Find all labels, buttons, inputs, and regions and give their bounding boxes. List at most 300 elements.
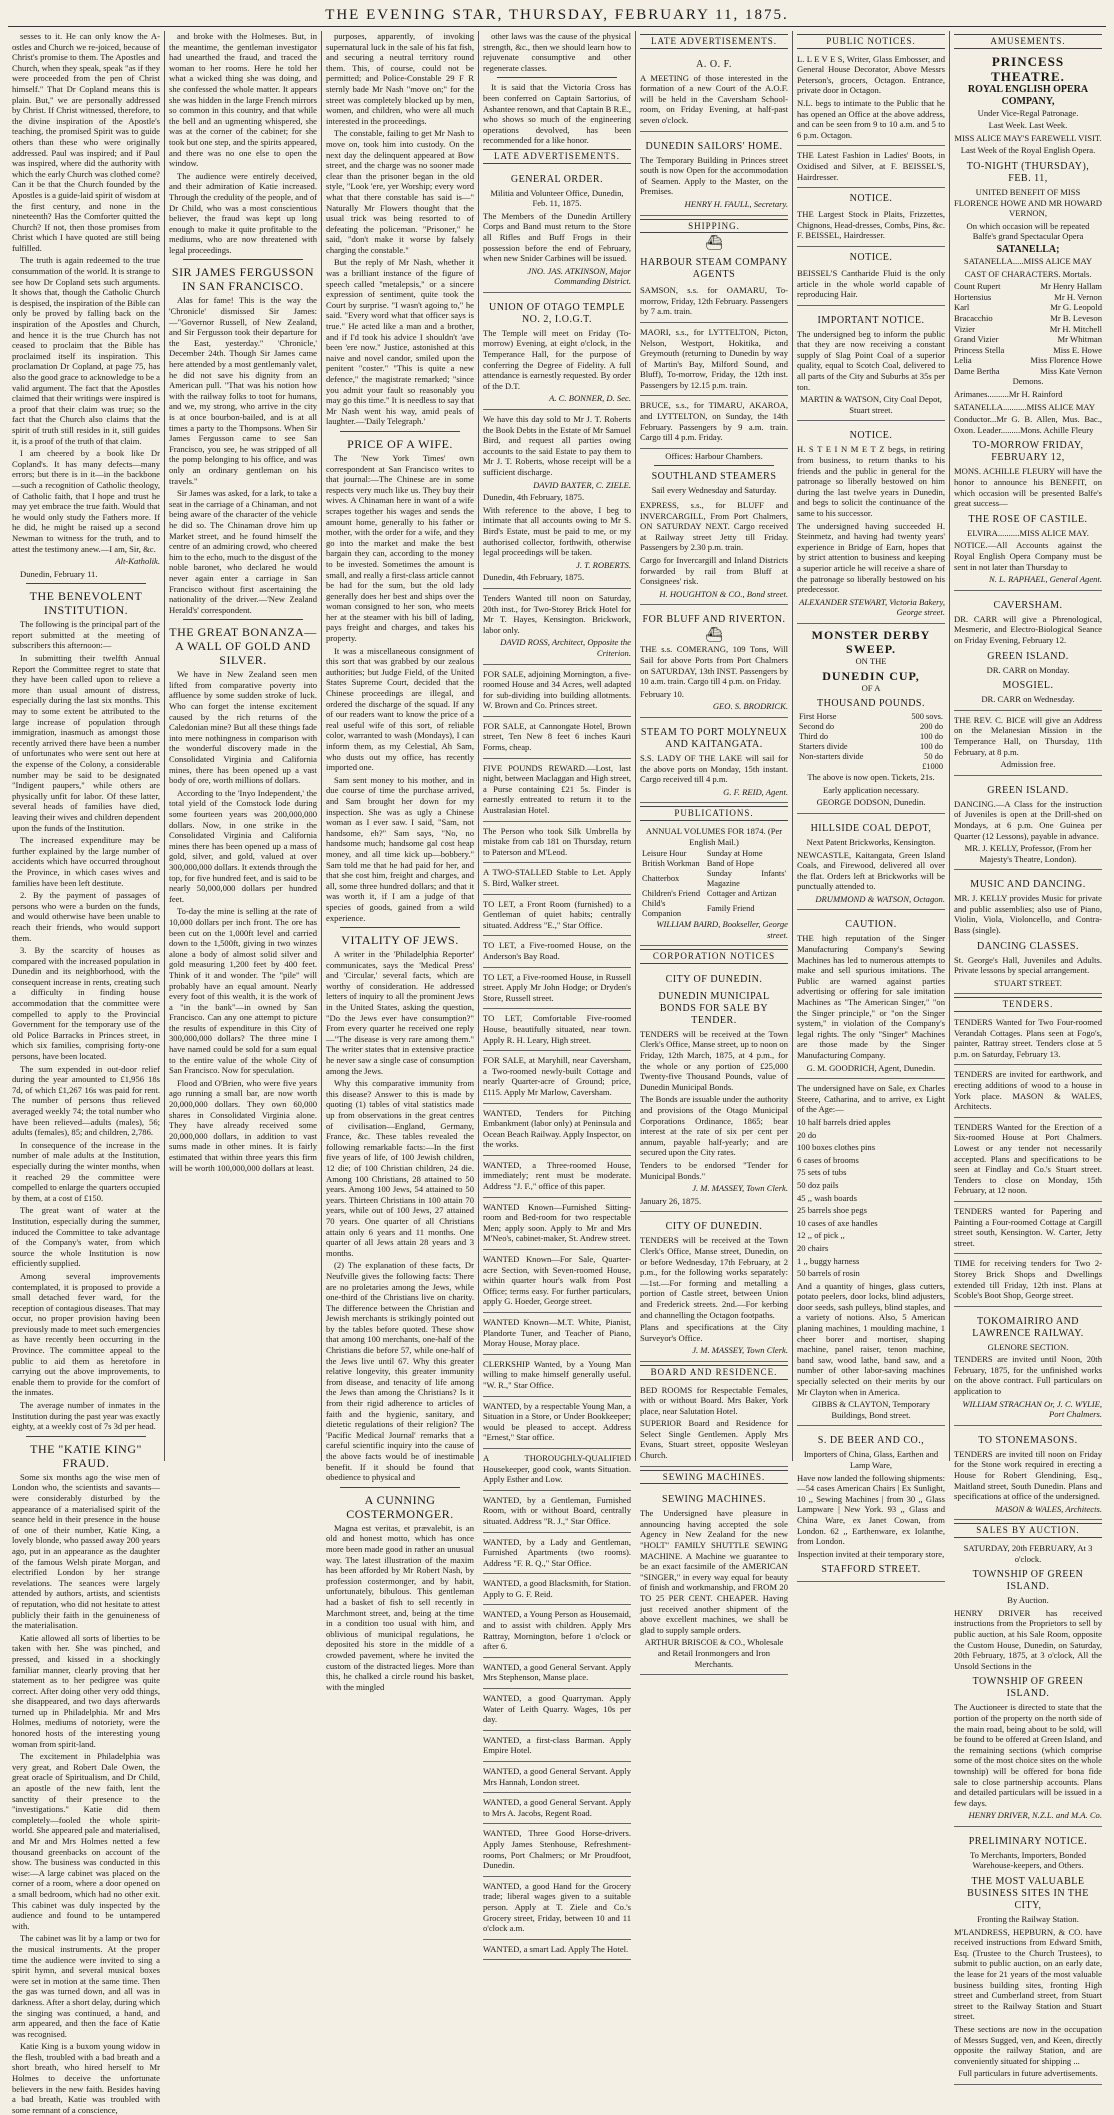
- small-ad: [483, 897, 631, 937]
- ad-body: S.S. LADY OF THE LAKE will sail for the above ports on Monday, 15th instant. Cargo received till 4 p.m.: [640, 752, 788, 785]
- small-ad: [483, 1795, 631, 1824]
- ad-body: These sections are now in the occupation of Messrs Sugged, ven, and Keen, directly opposite the railway Station, and are conveniently situated for shipping ...: [954, 2024, 1102, 2066]
- column-6: [793, 31, 950, 1576]
- ad-bluff: [640, 607, 788, 718]
- prize-label: First Horse: [799, 712, 837, 722]
- article-para: The 'New York Times' own correspondent at San Francisco writes to that journal:—The Chinese are in some respects very much like us. They buy their wives. A Chinaman here in want of a wife scrapes together his wages and sends the amount home, generally to his father or mother, with the order for a wife, and they go into the market and make the best bargain they can, according to the money to be invested. Sometimes the amount is small, and really a first-class article cannot be had for the sum, but the old lady generally does her best and ships over the woman consigned to her son, who meets her at the steamer with his bill of lading, pays freight and charges, and takes his property.: [326, 452, 474, 644]
- ad-body: NOTICE.—All Accounts against the Royal English Opera Company must be sent in not later than Thursday to: [954, 540, 1102, 572]
- ad-body: WANTED, a first-class Barman. Apply Empire Hotel.: [483, 1734, 631, 1756]
- sale-item: 50 barrels of rosin: [797, 1268, 860, 1279]
- small-ad: [483, 1576, 631, 1605]
- ad-title: GREEN ISLAND.: [987, 784, 1069, 796]
- ad-line: Demons.: [1012, 376, 1044, 387]
- section-tenders: TENDERS.: [954, 997, 1102, 1012]
- ad-signature: GIBBS & CLAYTON, Temporary Buildings, Bond street.: [811, 1399, 931, 1420]
- table-row: [797, 722, 945, 732]
- ad-line: Last Week. Last Week.: [988, 120, 1068, 131]
- volume-left: Chatterbox: [642, 874, 680, 884]
- ad-line: TO-MORROW FRIDAY, FEBRUARY 12,: [972, 440, 1084, 464]
- ad-body: BEISSEL'S Cantharide Fluid is the only article in the whole world capable of reproducing Hair.: [797, 267, 945, 300]
- ad-body: Cargo for Invercargill and Inland Districts forwarded by rail from Bluff at Consignees' risk.: [640, 555, 788, 587]
- article-title-coster: A CUNNING COSTERMONGER.: [346, 1492, 454, 1521]
- ad-body: FIVE POUNDS REWARD.—Lost, last night, between Maclaggan and High street, a Purse containing £21 5s. Finder is earnestly entreated to return it to the Australasian Hotel.: [483, 762, 631, 816]
- ad-body: A TWO-STALLED Stable to Let. Apply S. Bird, Walker street.: [483, 867, 631, 888]
- ad-title: CITY OF DUNEDIN.: [665, 973, 763, 985]
- small-ad: [483, 1535, 631, 1575]
- ad-railway: [954, 1309, 1102, 1426]
- small-ad: [483, 1691, 631, 1731]
- ad-subtitle: GLENORE SECTION.: [987, 1341, 1069, 1352]
- letter-para: sesses to it. He can only know the A-ostles and Church we re-joiced, because of Christ's promise to them. The Apostles and Church, when they speak, speak "as if they were proceeded from the pen of Christ himself." That Dr Copland means this is plain. But," we are personally addressed by Christ. If Christ witnessed, therefore, to the divine inspiration of the Apostle's teaching, the promised Spirit was to guide others than these who were originally addressed. Paul was inspired; and if Paul was inspired, where did the authority with which the early Church was clothed come? Can it be that the Church founded by the Apostles is a guide-laid spirit of wisdom at the first century, and none in the nineteenth? Has the Comforter quitted the Church? If not, then those promises from Christ which I have quoted are still being fulfilled.: [12, 31, 160, 253]
- ship-ad: [640, 283, 788, 323]
- ad-body: WANTED, a good General Servant. Apply Mrs Stephenson, Manse place.: [483, 1661, 631, 1683]
- ad-bice: [954, 713, 1102, 776]
- small-ad: [483, 1011, 631, 1051]
- cast-role: Dame Bertha: [954, 365, 1000, 376]
- ad-body: TENDERS are invited till noon on Friday for the Stone work required in erecting a House for Robert Glendining, Esq., Maitland street, South Dunedin. Plans and specifications at office of the undersigned.: [954, 1448, 1102, 1502]
- small-ad: [483, 1053, 631, 1103]
- opera-title: ROYAL ENGLISH OPERA COMPANY,: [967, 83, 1089, 107]
- ad-body: Tenders Wanted till noon on Saturday, 20th inst., for Two-Storey Brick Hotel for Mr T. Hayes, Kensington. Brickwork, labor only.: [483, 592, 631, 635]
- small-ad: [483, 667, 631, 717]
- sale-item: 100 boxes clothes pins: [797, 1142, 876, 1153]
- ad-title: MUSIC AND DANCING.: [970, 879, 1086, 891]
- ad-line: THOUSAND POUNDS.: [816, 698, 925, 710]
- tender-ad: [954, 1204, 1102, 1254]
- cast-actor: Mr Henry Hallam: [1040, 281, 1102, 292]
- article-para: In consequence of the increase in the number of male adults at the Institution, especially during the winter months, when it reached 29 the committee were compelled to enlarge the quarters occupied by them, at a cost of £150.: [12, 1139, 160, 1203]
- ad-sailors-home: [640, 134, 788, 216]
- ad-body: Inspection invited at their temporary store,: [797, 1548, 945, 1559]
- sale-item: 10 half barrels dried apples: [797, 1116, 891, 1127]
- article-benevolent: [12, 619, 160, 1432]
- divider: [26, 583, 146, 584]
- sale-item: 1 ,, buggy harness: [797, 1255, 860, 1266]
- article-para: According to the 'Inyo Independent,' the total yield of the Comstock lode during some fourteen years was 200,000,000 dollars. Now, in one strike in the Consolidated Virginia and California mines there has been opened up a mass of gold, silver, and gold, valued at over 300,000,000 dollars. It extends through the top, for five hundred feet, and is said to be nearly 50,000,000 dollars per hundred feet.: [169, 787, 317, 904]
- ad-body: MAORI, s.s., for LYTTELTON, Picton, Nelson, Westport, Hokitika, and Greymouth (returning to Dunedin by way of Martin's Bay, Milford Sound, and Bluff), To-morrow, Friday, the 12th inst. Passengers by 12.15 p.m. train.: [640, 326, 788, 390]
- divider: [183, 259, 303, 260]
- ad-body: The Undersigned have pleasure in announcing having accepted the sole Agency in New Zealand for the new "HOLT" FAMILY SHUTTLE SEWING MACHINE. A Machine we guarantee to be an exact facsimile of the AMERICAN "SINGER," in every way equal for beauty of finish and workmanship, and FROM 20 TO 25 PER CENT. CHEAPER. Having just received another shipment of the above excellent machines, we shall be glad to supply sample orders.: [640, 1508, 788, 1635]
- opera-name: SATANELLA;: [996, 243, 1060, 255]
- ad-title: SEWING MACHINES.: [661, 1494, 767, 1506]
- ad-body: TO LET, a Five-roomed House, on the Anderson's Bay Road.: [483, 940, 631, 961]
- article-para: Flood and O'Brien, who were five years ago running a small bar, are now worth 20,000,000 dollars. They own 60,000 shares in Consolidated Virginia alone. They have already received some 20,000,000 dollars, in addition to vast sums made in other mines. It is fairly estimated that within three years this firm will be worth 100,000,000 dollars at least.: [169, 1077, 317, 1173]
- cast-actor: Mr B. Leveson: [1050, 312, 1102, 323]
- ad-body: WANTED, a good Blacksmith, for Station. Apply to G. F. Reid.: [483, 1578, 631, 1599]
- ad-title: HILLSIDE COAL DEPOT,: [810, 822, 932, 834]
- cast-row: [954, 366, 1102, 377]
- article-para: 3. By the scarcity of houses as compared with the increased population in Dunedin and its neighborhood, with the consequent increase in rents, creating such a difficulty in finding house accommodation that the committee were compelled to apply to the Provincial Government for the temporary use of the old Police Barracks in Princes street, in which six families, comprising forty-one persons, have been located.: [12, 945, 160, 1062]
- ad-title: GENERAL ORDER.: [510, 173, 604, 185]
- prize-label: Starters divide: [799, 742, 848, 752]
- ad-signature: MARTIN & WATSON, City Coal Depot, Stuart street.: [800, 394, 942, 415]
- ad-signature: ARTHUR BRISCOE & CO., Wholesale and Retail Ironmongers and Iron Merchants.: [644, 1637, 784, 1669]
- small-ad: [483, 1200, 631, 1250]
- small-ad: [483, 761, 631, 822]
- ad-body: TO LET, a Five-roomed House, in Russell street. Apply Mr John Hodge; or Dryden's Store, Russell street.: [483, 971, 631, 1003]
- article-para: Katie allowed all sorts of liberties to be taken with her. She was pinched, and pressed, and kissed in a shockingly familiar manner, clearly proving that her statement as to her pedigree was quite correct. After doing other very odd things, she disappeared, and two days afterwards turned up in Philadelphia. Mr and Mrs Holmes, mediums of notoriety, were the honored hosts of the interesting young woman from spirit-land.: [12, 1632, 160, 1749]
- ad-title: DUNEDIN SAILORS' HOME.: [645, 140, 783, 152]
- section-sewing: SEWING MACHINES.: [640, 1470, 788, 1485]
- ad-title: IMPORTANT NOTICE.: [817, 314, 925, 326]
- ad-place: Militia and Volunteer Office, Dunedin, Feb. 11, 1875.: [490, 187, 624, 209]
- ad-princess-theatre: [954, 52, 1102, 591]
- tender-ad: [954, 1015, 1102, 1065]
- ad-body: SAMSON, s.s. for OAMARU, To-morrow, Friday, 12th February. Passengers by 7 a.m. train.: [640, 285, 788, 317]
- ad-signature: H. HOUGHTON & CO., Bond street.: [659, 588, 788, 599]
- ad-body: A THOROUGHLY-QUALIFIED Housekeeper, good cook, wants Situation. Apply Esther and Low.: [483, 1452, 631, 1485]
- ad-body: M'LANDRESS, HEPBURN, & CO. have received instructions from Edward Smith, Esq. (Trustee to the Church Trustees), to submit to public auction, on an early date, the lease for 21 years of the most valuable business building sites, fronting High street and Cumberland street, from Stuart street to the Railway Station and Stuart street.: [954, 1926, 1102, 2022]
- small-ad: [483, 970, 631, 1010]
- ad-body: WANTED, a good General Servant. Apply Mrs Hannah, London street.: [483, 1766, 631, 1787]
- divider: [183, 619, 303, 620]
- ad-body: NEWCASTLE, Kaitangata, Green Island Coals, and Firewood, delivered all over the flat. Orders left at Brickworks will be punctually attended to.: [797, 849, 945, 892]
- ad-body: FOR SALE, at Maryhill, near Caversham, a Two-roomed newly-built Cottage and nearly Quarter-acre of Ground; price, £115. Apply Mr Marlow, Caversham.: [483, 1055, 631, 1097]
- ad-body: The undersigned have on Sale, ex Charles Steere, Catharina, and to arrive, ex Light of the Age:—: [797, 1083, 945, 1115]
- ad-beissel: [797, 266, 945, 306]
- ad-line: THE ROSE OF CASTILE.: [968, 513, 1088, 525]
- ad-line: SATURDAY, 20th FEBRUARY, At 3 o'clock.: [963, 1543, 1093, 1564]
- ad-body: BED ROOMS for Respectable Females, with or without Board. Mrs Baker, York place, near Salutation Hotel.: [640, 1384, 788, 1416]
- ad-city-tenders: [640, 1214, 788, 1362]
- ad-annual-volumes: [640, 824, 788, 946]
- prize-label: Second do: [799, 722, 835, 732]
- small-ad: [483, 1315, 631, 1355]
- ad-express: [640, 498, 788, 605]
- cast-row: [954, 324, 1102, 335]
- ad-general-order: [483, 167, 631, 293]
- sale-item: 6 cases of brooms: [797, 1154, 859, 1165]
- ad-title: CAUTION.: [845, 919, 897, 931]
- ad-line: DUNEDIN CUP,: [822, 668, 920, 683]
- ad-signature: MASON & WALES, Architects.: [995, 1503, 1102, 1514]
- ad-title: HARBOUR STEAM COMPANY AGENTS: [640, 257, 788, 281]
- ad-line: Arimanes..........Mr H. Rainford: [954, 389, 1063, 400]
- ship-icon: ⛴: [705, 236, 723, 252]
- ad-body: CLERKSHIP Wanted, by a Young Man willing to make himself generally useful. "W. R.," Star Office.: [483, 1358, 631, 1390]
- small-ad: [483, 1660, 631, 1689]
- prize-value: 50 do: [924, 752, 943, 762]
- small-ad: [483, 719, 631, 759]
- ad-body: Early application necessary.: [822, 784, 920, 795]
- ad-body: THE Latest Fashion in Ladies' Boots, in Oxidised and Silver, at F. BEISSEL'S, Hairdresser.: [797, 150, 945, 182]
- section-publications: PUBLICATIONS.: [640, 806, 788, 821]
- ad-body: St. George's Hall, Juveniles and Adults. Private lessons by special arrangement.: [954, 954, 1102, 976]
- article-para: Some six months ago the wise men of London who, the scientists and savants—were considerably disturbed by the appearance of a materialised spirit of the seance held in their presence in the house of one of their number, Katie King, a lovely blonde, who passed away 200 years ago, put in an appearance as the daughter of the famous Welsh pirate Morgan, and electrified London by her strange revelations. The seances were largely attended by authors, artists, and scientists of reputation, who did not hesitate to attest publicly their faith in the genuineness of the materialisation.: [12, 1471, 160, 1631]
- ad-title: PRELIMINARY NOTICE.: [968, 1835, 1088, 1847]
- ad-date: Dunedin, 4th February, 1875.: [483, 572, 585, 583]
- ad-body: WANTED, a smart Lad. Apply The Hotel.: [483, 1943, 629, 1954]
- table-row: [797, 752, 945, 762]
- ad-preliminary: [954, 1829, 1102, 2085]
- ad-union: [483, 295, 631, 410]
- article-title-fergusson: SIR JAMES FERGUSSON IN SAN FRANCISCO.: [171, 265, 315, 294]
- ad-body: WANTED Known—For Sale, Quarter-acre Section, with Seven-roomed House, within quarter hour's walk from Post Office; terms easy. For further particulars, apply G. Hoeder, George street.: [483, 1254, 631, 1307]
- table-row: [797, 732, 945, 742]
- prize-table: [797, 712, 945, 772]
- cast-row: [954, 292, 1102, 303]
- ad-subtitle: Sail every Wednesday and Saturday.: [651, 485, 777, 496]
- news-note: It is said that the Victoria Cross has been conferred on Captain Sartorius, of Ashantee renown, and that Captain B R.E., who shows so much of the engineering operations devolved, has been recommended for a like honor.: [483, 82, 631, 146]
- ad-line: UNITED BENEFIT OF MISS FLORENCE HOWE AND MR HOWARD VERNON,: [954, 186, 1103, 219]
- table-row: [640, 889, 788, 899]
- ad-signature: Full particulars in future advertisements.: [958, 2068, 1098, 2079]
- prize-total: £1000: [922, 762, 943, 772]
- ad-body: TENDERS Wanted for the Erection of a Six-roomed House at Port Chalmers. Lowest or any tender not necessarily accepted. Plans and specifications to be seen at Findlay and Co.'s Stuart street. Tenders to close on Monday, 15th February, at 12 noon.: [954, 1121, 1102, 1196]
- sale-item: 10 cases of axe handles: [797, 1217, 878, 1228]
- ad-body: TIME for receiving tenders for Two 2-Storey Brick Shops and Dwellings extended till Friday, 12th inst. Plans at Scoble's Boot Shop, George street.: [954, 1258, 1102, 1301]
- article-para: Katie King is a buxom young widow in the flesh, troubled with a bad breath and a short breath, who hired herself to Mr Holmes to deceive the unfortunate believers in the new faith. Besides having a bad breath, Katie was troubled with some remnant of a conscience,: [12, 2041, 160, 2115]
- ad-title: THE MOST VALUABLE BUSINESS SITES IN THE CITY,: [967, 1876, 1089, 1912]
- letter-place: Dunedin, February 11.: [20, 568, 98, 579]
- ad-body: A MEETING of those interested in the formation of a new Court of the A.O.F. will be held in the Caversham School-room, on Friday Evening, at half-past seven o'clock.: [640, 72, 788, 125]
- prize-value: 200 do: [919, 722, 943, 732]
- ad-line: Under Vice-Regal Patronage.: [977, 107, 1079, 118]
- ad-body: SUPERIOR Board and Residence for Select Single Gentlemen. Apply Mrs Evans, Stuart street, opposite Wesleyan Church.: [640, 1418, 788, 1461]
- article-para: Sam sent money to his mother, and in due course of time the purchase arrived, and Sam brought her down for my inspection. She was as ugly a Chinese woman as I ever saw. I said, "Sam, not handsome, eh?" Sam says, "No, no handsome much; handsome gal cost heap money, and all time kick up—bobbery." Sam told me that he had paid for her, and that she cost him, freight and charges, and all, some three hundred dollars; and that it was worth it, if I am a judge of that species of goods, gained from a wild experience.: [326, 774, 474, 923]
- ship-ad: [640, 398, 788, 448]
- ad-signature: ALEXANDER STEWART, Victoria Bakery, George street.: [799, 596, 945, 618]
- article-title-bonanza: THE GREAT BONANZA—A WALL OF GOLD AND SILVER.: [169, 625, 317, 668]
- cast-row: [954, 355, 1102, 366]
- ad-title: NOTICE.: [849, 251, 893, 263]
- ad-body: WANTED, by a respectable Young Man, a Situation in a Store, or Under Bookkeeper; would be pleased to accept. Address "Ernest," Star office.: [483, 1400, 631, 1443]
- article-para: It was a miscellaneous consignment of this sort that was grabbed by our zealous authorities; but Judge Field, of the United States Supreme Court, decided that the Chinese proceedings are illegal, and ordered the discharge of the squad. If any of our readers want to know the price of a real useful wife of this sort, of reliable color, warranted to wash (Mondays), I can inform them, as my Celestial, Ah Sam, who dusts out my office, has recently imported one.: [326, 645, 474, 773]
- small-ad: [483, 1158, 631, 1198]
- ad-signature: N. L. RAPHAEL, General Agent.: [989, 574, 1102, 585]
- volume-left: Children's Friend: [642, 889, 701, 899]
- ad-tenders-ross: [483, 591, 631, 665]
- ad-body: TENDERS Wanted for Two Four-roomed Verandah Cottages. Plans seen at Fogo's, painter, Rattray street. Tenders close at 5 p.m. on Saturday, February 13.: [954, 1017, 1102, 1059]
- ad-line: TO-NIGHT (THURSDAY), FEB. 11,: [966, 160, 1090, 184]
- ad-line: By Auction.: [1007, 1595, 1049, 1606]
- section-shipping: SHIPPING.: [640, 219, 788, 234]
- ad-title: NOTICE.: [849, 430, 893, 442]
- ad-body: TENDERS are invited until Noon, 20th February, 1875, for the unfinished works on the above contract. Full particulars on application to: [954, 1354, 1102, 1397]
- ad-title: FOR BLUFF AND RIVERTON.: [642, 614, 786, 626]
- ship-icon: ⛴: [705, 628, 723, 644]
- article-para: Among several improvements contemplated, it is proposed to provide a small detached fever ward, for the reception of contagious diseases. That may occur, no proper provision having been previously made to meet such emergencies as have recently been occurring in the Province. The committee appeal to the public to aid them as heretofore in carrying out the above improvements, to enable them to provide for the comfort of the inmates.: [12, 1270, 160, 1398]
- column-2: [165, 31, 322, 1461]
- letter-para: I am cheered by a book like Dr Copland's. It has many defects—many errors; but there is in it—in the backbone—such a recognition of Catholic theology, of Catholic faith, that I hope and trust he may yet embrace the true faith. Would that he would only study the Fathers more. If he did, he might be raised up a second Newman to witness for the truth, and to attest the testimony anew.—I am, Sir, &c.: [12, 448, 160, 554]
- ad-title: TOWNSHIP OF GREEN ISLAND.: [972, 1676, 1084, 1700]
- sale-item: 50 doz pails: [797, 1179, 839, 1190]
- cast-role: Grand Vizier: [954, 334, 999, 345]
- cast-row: [954, 302, 1102, 313]
- small-ad: [483, 1879, 631, 1940]
- ad-title: CITY OF DUNEDIN.: [665, 1221, 763, 1233]
- ad-body: ANNUAL VOLUMES FOR 1874. (Per English Mail.): [645, 825, 783, 847]
- article-para: The excitement in Philadelphia was very great, and Robert Dale Owen, the great oracle of Spiritualism, and Dr Child, an apostle of the new faith, lent the sanctity of their presence to the "investigations." Katie did them completely—fooled the whole spirit-world. She appeared pale and materialised, and Mr and Mrs Holmes netted a few thousand greenbacks on account of the show. The business was conducted in this wise:—A large cabinet was placed on the corner of a room, where a door opened on a small bedroom, which had no other exit. This cabinet was duly inspected by the audience and found to be untampered with.: [12, 1751, 160, 1931]
- article-para: In submitting their twelfth Annual Report the Committee regret to state that they have been called upon to relieve a more than usual amount of distress, especially during the last six months. This may to some extent be attributed to the large increase of population through immigration, inasmuch as amongst those recently arrived there have been a number of unfortunates who were sent out here at the expense of the Colony, a considerable number may be said to be designated "Indigent paupers," while others are physically unfit for labor. Of these latter, several heads of families have died, leaving their wives and children dependent upon the funds of the Institution.: [12, 653, 160, 833]
- cast-role: Bracacchio: [954, 312, 993, 323]
- table-row: [797, 742, 945, 752]
- table-row: [640, 849, 788, 859]
- ad-body: TENDERS are invited for earthwork, and erecting additions of wood to a house in York place. MASON & WALES, Architects.: [954, 1069, 1102, 1112]
- article-para: The increased expenditure may be further explained by the large number of accidents which have occurred throughout the Province, in which cases wives and families have been left destitute.: [12, 835, 160, 888]
- volume-right: Band of Hope: [706, 859, 754, 869]
- small-ad: [483, 824, 631, 864]
- ad-body: FOR SALE, adjoining Mornington, a five-roomed House and 34 Acres, well adapted for sub-dividing into building allotments. W. Brown and Co. Princes street.: [483, 668, 631, 711]
- section-late-ads: LATE ADVERTISEMENTS.: [640, 34, 788, 49]
- column-3: [322, 31, 479, 1692]
- prize-value: 500 sovs.: [911, 712, 943, 722]
- ad-dr-carr: [954, 593, 1102, 711]
- article-para: The cabinet was lit by a lamp or two for the musical instruments. At the proper time the audience were invited to sing a spirit hymn, and several musical boxes were set in motion at the same time. Then the gas was turned down, and all was in darkness. After a short delay, during which the singing was continued, a hand, and arm appeared, and then the face of Katie was recognised.: [12, 1933, 160, 2039]
- small-ad: [483, 1733, 631, 1762]
- ad-line: MISS ALICE MAY'S FAREWELL VISIT.: [954, 132, 1102, 143]
- ad-title: TOKOMAIRIRO AND LAWRENCE RAILWAY.: [972, 1315, 1084, 1339]
- ad-signature: J. M. MASSEY, Town Clerk.: [692, 1183, 788, 1194]
- article-para: The sum expended in out-door relief during the year amounted to £1,956 18s 7d, of which £1,267 16s was paid for rent. The number of persons thus relieved averaged weekly 74; the total number who have been relieved—adults (males), 56; adults (females), 85; and children, 2,786.: [12, 1063, 160, 1138]
- ad-signature: MR. J. KELLY, Professor, (From her Majesty's Theatre, London).: [964, 843, 1092, 864]
- ad-body: MONS. ACHILLE FLEURY will have the honor to announce his BENEFIT, on which occasion will be presented Balfe's great success—: [954, 466, 1102, 509]
- ship-ad: [640, 325, 788, 397]
- ad-signature: STUART STREET.: [994, 977, 1062, 988]
- ad-office: Offices: Harbour Chambers.: [665, 450, 763, 461]
- ad-body: The Bonds are issuable under the authority and provisions of the Otago Municipal Corporations Ordinance, 1865; bear interest at the rate of six per cent per annum, payable half-yearly; and are secured upon the City rates.: [640, 1094, 788, 1158]
- ad-body: DR. CARR on Wednesday.: [981, 694, 1075, 705]
- prize-label: Non-starters divide: [799, 752, 864, 762]
- section-auction: SALES BY AUCTION.: [954, 1523, 1102, 1538]
- ad-title: TO STONEMASONS.: [978, 1434, 1078, 1446]
- ad-title: GREEN ISLAND.: [987, 650, 1069, 662]
- small-ad: [483, 1357, 631, 1397]
- article-para: The following is the principal part of the report submitted at the meeting of subscribers this afternoon:—: [12, 619, 160, 651]
- ad-signature: J. M. MASSEY, Town Clerk.: [692, 1345, 788, 1356]
- ad-body: TO LET, a Front Room (furnished) to a Gentleman of quiet habits; centrally situated. Address "E.," Star Office.: [483, 898, 631, 930]
- ad-line: Conductor...Mr G. B. Allen, Mus. Bac., Oxon. Leader.........Mons. Achille Fleury: [954, 414, 1102, 435]
- theatre-title: PRINCESS THEATRE.: [991, 53, 1065, 84]
- ad-beissel: [797, 207, 945, 247]
- section-amusements: AMUSEMENTS.: [954, 34, 1102, 49]
- ad-body: WANTED Known—M.T. White, Pianist, Plandorte Tuner, and Teacher of Piano, Moray House, Moray place.: [483, 1317, 631, 1349]
- volume-right: Family Friend: [706, 904, 755, 914]
- divider: [26, 1436, 146, 1437]
- volume-left: Leisure Hour: [642, 849, 687, 859]
- ad-line: On which occasion will be repeated Balfe's grand Spectacular Opera: [966, 220, 1090, 242]
- ad-steinmetz: [797, 423, 945, 624]
- ad-signature: A. C. BONNER, D. Sec.: [549, 393, 631, 404]
- ad-body: The Temporary Building in Princes street south is now Open for the accommodation of Seamen. Apply to the Master, on the Premises.: [640, 154, 788, 197]
- volume-right: Cottager and Artizan: [706, 889, 777, 899]
- section-public-notices: PUBLIC NOTICES.: [797, 34, 945, 49]
- ad-body: TENDERS wanted for Papering and Painting a Four-roomed Cottage at Cargill street south, Kensington. W. Carter, Jetty street.: [954, 1205, 1102, 1248]
- table-row: [640, 859, 788, 869]
- ad-line: OF A: [861, 682, 881, 693]
- ad-body: WANTED, Tenders for Pitching Embankment (labor only) at Peninsula and Ocean Beach Railway. Apply Inspector, on the works.: [483, 1107, 631, 1150]
- ad-line: SATANELLA.....MISS ALICE MAY: [963, 255, 1093, 266]
- article-para: The great want of water at the Institution, especially during the summer, induced the Committee to take advantage of the Company's water, from which source the whole Institution is now efficiently supplied.: [12, 1205, 160, 1269]
- small-ad: [483, 1451, 631, 1491]
- ad-body: N.L. begs to intimate to the Public that he has opened an Office at the above address, and can be seen from 9 to 10 a.m. and 5 to 6 p.m. Octagon.: [797, 97, 945, 140]
- column-4: [479, 31, 636, 1954]
- cast-role: Count Rupert: [954, 281, 1001, 292]
- article-para: We have in New Zealand seen men lifted from comparative poverty into affluence by some sudden stroke of luck. Who can forget the intense excitement caused by the rich returns of the Caledonian mine? But all these things fade into mere nothingness in comparison with the wonderful discovery made in the Consolidated Virginia and California mines, there has been opened up a vast body of ore, worth millions of dollars.: [169, 669, 317, 786]
- ad-hillside: [797, 816, 945, 911]
- ad-body: We have this day sold to Mr J. T. Roberts the Book Debts in the Estate of Mr Samuel Bird, and request all parties owing accounts to the said Estate to pay them to Mr J. T. Roberts, whose receipt will be a sufficient discharge.: [483, 414, 631, 477]
- ad-signature: WILLIAM STRACHAN Or, J. C. WYLIE, Port Chalmers.: [962, 1398, 1102, 1420]
- ad-body: H. S T E I N M E T Z begs, in retiring from business, to return thanks to his friends and the public in general for the patronage so liberally bestowed on him during the last twelve years in Dunedin, and begs to solicit the continuance of the same to his successor.: [797, 444, 945, 518]
- ad-signature: HENRY H. FAULL, Secretary.: [684, 198, 788, 209]
- ad-signature: J. T. ROBERTS.: [576, 559, 631, 570]
- ad-body: DANCING.—A Class for the instruction of Juveniles is open at the Drill-shed on Mondays, at 6 p.m. One Guinea per Quarter (12 Lessons), payable in advance.: [954, 798, 1102, 841]
- column-5: [636, 31, 793, 1669]
- cast-actor: Mr H. Mitchell: [1049, 323, 1102, 334]
- article-para: 2. By the payment of passages of persons who were a burden on the funds, and would otherwise have been unable to reach their friends, who would support them.: [12, 890, 160, 943]
- tender-ad: [954, 1067, 1102, 1117]
- ad-body: WANTED, a good Quarryman. Apply Water of Leith Quarry. Wages, 10s per day.: [483, 1693, 631, 1725]
- ad-body: THE high reputation of the Singer Manufacturing Company's Sewing Machines has led to numerous attempts to make and sell spurious imitations. The Public are warned against parties advertising or offering for sale imitation Machines as "The American Singer," "on the Singer principle," or "on the Singer system," in violation of the Company's legal rights. The only "Singer" Machines are those made by the Singer Manufacturing Company.: [797, 933, 945, 1060]
- ad-body: WANTED, Three Good Horse-drivers. Apply James Stenhouse, Refreshment-rooms, Port Chalmers; or Mr Proudfoot, Dunedin.: [483, 1828, 631, 1871]
- ad-signature: G. M. GOODRICH, Agent, Dunedin.: [806, 1062, 936, 1073]
- article-para: The audience were entirely deceived, and their admiration of Katie increased. Through the credulity of the people, and of Dr Child, who was a most conscientious believer, the fraud was kept up long enough to make it quite profitable to the mediums, who are now threatened with legal proceedings.: [169, 170, 317, 255]
- cast-role: Hortensius: [954, 291, 992, 302]
- article-title-wife: PRICE OF A WIFE.: [347, 436, 453, 451]
- ad-roberts: [483, 412, 631, 589]
- cast-role: Vizier: [954, 323, 975, 334]
- small-ad: [483, 1764, 631, 1793]
- ad-date: February 10.: [640, 688, 684, 699]
- ad-body: Plans and specifications at the City Surveyor's Office.: [640, 1322, 788, 1343]
- ad-de-beer: [797, 1428, 945, 1582]
- ad-sewing: [640, 1487, 788, 1675]
- ad-body: WANTED, a good General Servant. Apply to Mrs A. Jacobs, Regent Road.: [483, 1797, 631, 1818]
- ad-title: NOTICE.: [849, 193, 893, 205]
- cast-actor: Miss Florence Howe: [1030, 355, 1102, 366]
- ad-title: MONSTER DERBY SWEEP.: [811, 627, 931, 656]
- ad-subtitle: Next Patent Brickworks, Kensington.: [806, 836, 936, 847]
- ad-signature: HENRY DRIVER, N.Z.L. and M.A. Co.: [968, 1810, 1102, 1821]
- ad-subtitle: To Merchants, Importers, Bonded Warehouse-keepers, and Others.: [969, 1849, 1087, 1871]
- ad-body: Tenders to be endorsed "Tender for Municipal Bonds.": [640, 1160, 788, 1181]
- ad-line: SATANELLA...........MISS ALICE MAY: [954, 401, 1096, 412]
- ad-signature: DAVID ROSS, Architect, Opposite the Criterion.: [500, 637, 631, 658]
- ad-body: The above is now open. Tickets, 21s.: [807, 772, 935, 783]
- ad-title: MOSGIEL.: [1002, 680, 1054, 692]
- columns: [8, 31, 1106, 2115]
- ad-body: THE REV. C. BICE will give an Address on the Melanesian Mission in the Temperance Hall, on Thursday, 11th February, at 8 p.m.: [954, 714, 1102, 757]
- cast-actor: Mr H. Vernon: [1054, 291, 1102, 302]
- ad-signature: GEO. S. BRODRICK.: [712, 701, 788, 712]
- ad-kaitangata: [640, 720, 788, 803]
- small-ad: [483, 1607, 631, 1657]
- article-para: The average number of inmates in the Institution during the past year was exactly eighty, at a weekly cost of 7s 3d per head.: [12, 1400, 160, 1432]
- ad-body: The undersigned having succeeded H. Steinmetz, and having had twenty years' experience in Bridge of Earn, hopes that by strict attention to business and keeping a superior article he will receive a share of the patronage so liberally bestowed on his predecessor.: [797, 520, 945, 595]
- cast-row: [954, 281, 1102, 292]
- article-para: Sir James was asked, for a lark, to take a seat in the carriage of a Chinaman, and not being aware of the character of the vehicle he did so. The Chinaman drove him up Market street, and he found himself the centre of an admiring crowd, who cheered him to the echo, much to the disgust of the noble baronet, who declared he would never again enter a carriage in San Francisco without first ascertaining the nationality of the driver.—'New Zealand Herald's' correspondent.: [169, 488, 317, 615]
- section-board: BOARD AND RESIDENCE.: [640, 1365, 788, 1380]
- divider: [340, 1487, 460, 1488]
- ad-title: UNION OF OTAGO TEMPLE NO. 2, I.O.G.T.: [489, 301, 625, 325]
- ad-green-island-auction: [954, 1541, 1102, 1827]
- article-para: But the reply of Mr Nash, whether it was a brilliant instance of the figure of speech called "metalepsis," or a sincere expression of sentiment, quite took the Court by surprise. "I wasn't agoing to," he said. "Every word what that officer says is true." He acted like a man and a brother, and if I'd took his advice I shouldn't 'ave been 'ere now." Justice, astonished at this naive and novel candor, smiled upon the penitent "coster." "This is quite a new defence," the magistrate remarked; "since you admit your fault so reasonably you may go this time." It is needless to say that Mr Nash went his way, amid peals of laughter.—'Daily Telegraph.': [326, 257, 474, 427]
- ad-line: ON THE: [855, 655, 887, 666]
- divider: [340, 431, 460, 432]
- ad-signature: GEORGE DODSON, Dunedin.: [816, 797, 926, 808]
- ad-body: WANTED, by a Lady and Gentleman, Furnished Apartments (two rooms). Address "F. R. Q.," Star Office.: [483, 1536, 631, 1568]
- ad-date: Dunedin, 4th February, 1875.: [483, 492, 585, 503]
- ad-body: Admission free.: [1000, 759, 1056, 770]
- small-ad: [483, 1493, 631, 1533]
- ad-body: THE Largest Stock in Plaits, Frizzettes, Chignons, Head-dresses, Combs, Pins, &c. F. BEISSEL, Hairdresser.: [797, 209, 945, 241]
- ad-title: CAVERSHAM.: [993, 599, 1063, 611]
- ad-title: TOWNSHIP OF GREEN ISLAND.: [972, 1569, 1084, 1593]
- small-ad: [483, 1106, 631, 1156]
- ad-body: The Auctioneer is directed to state that the portion of the property on the north side of the main road, being about to be sold, will be found to be offered at Green Island, and the remaining sections (which comprise some of the most choice sites on the whole township) will be offered for bona fide sale to close partnership accounts. Plans and detailed particulars will be issued in a few days.: [954, 1702, 1102, 1808]
- sale-item: 25 barrels shoe pegs: [797, 1205, 867, 1216]
- letter-para: The truth is again redeemed to the true consummation of the world. It is strange to see how Dr Copland sets such arguments. It shows that, though the Catholic Church is despised, the inspiration of the Bible can only be proved by falling back on the inspiration of the Apostles and Church, and hence it is the true Church has not ceased to proclaim that the Bible has proclaimed itself its inspiration. This proclamation Dr Copland, at page 75, has also the good grace to acknowledge to be a valid argument. The fact that the Apostles claimed that their writings were inspired is a proof that their claim was true; so the fact that the Church also claims that the spirit of truth still resides in it, still guides it, is a proof of the truth of that claim.: [12, 255, 160, 446]
